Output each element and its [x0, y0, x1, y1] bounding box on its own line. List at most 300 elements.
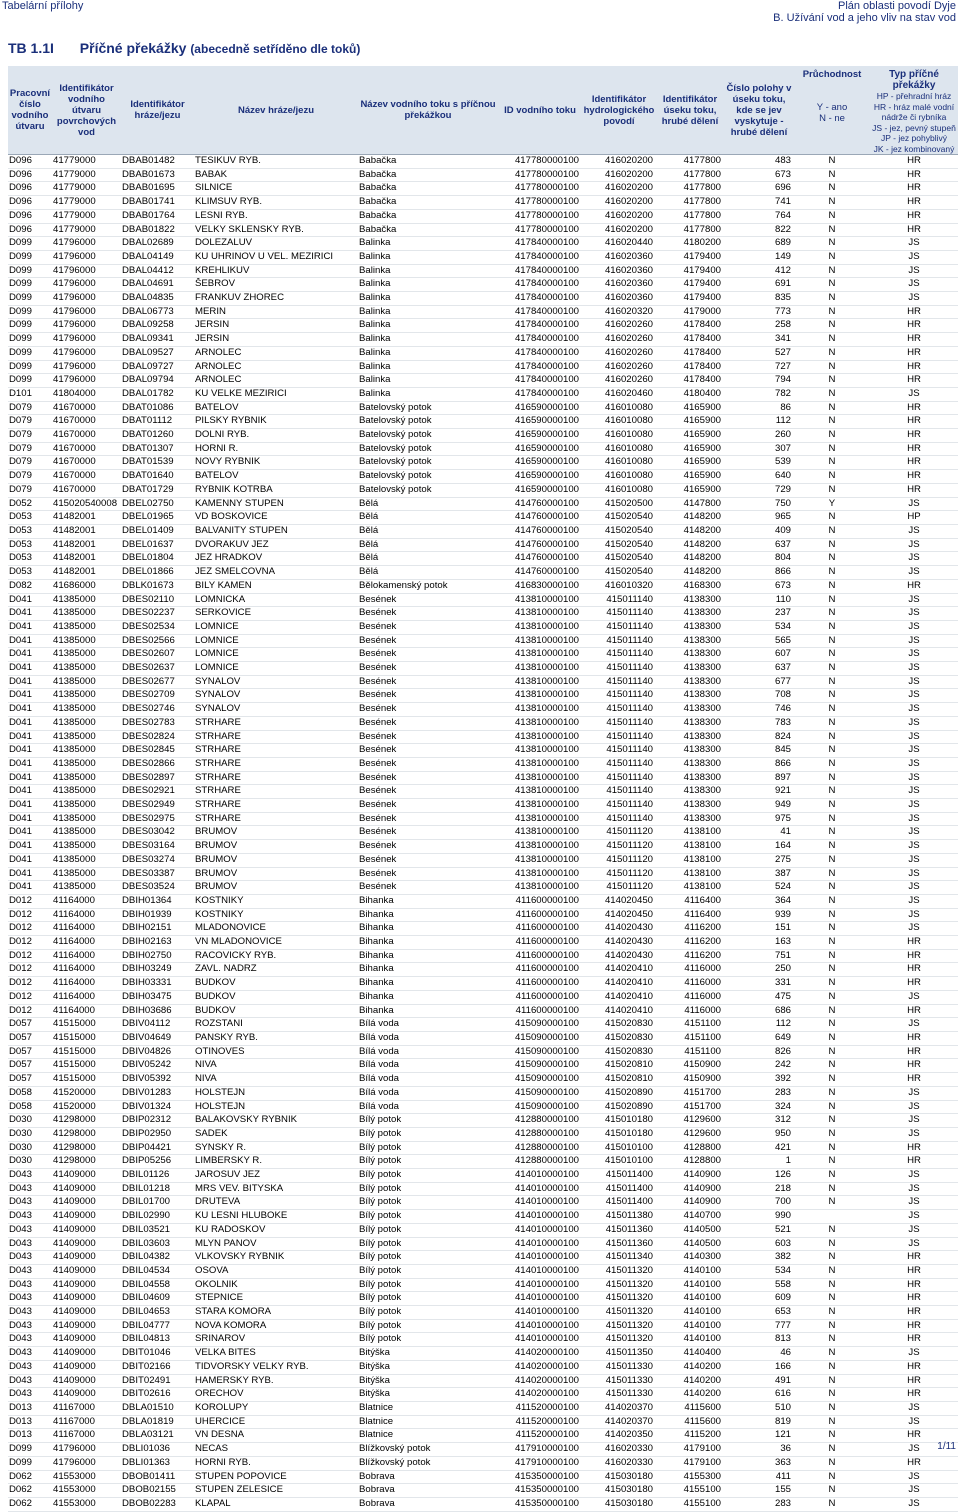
cell-nazev-hraze: VN DESNA — [194, 1429, 358, 1443]
cell-cislo-polohy: 250 — [724, 963, 794, 977]
cell-pracovni-cislo: D053 — [8, 552, 52, 566]
cell-id-toku: 416590000100 — [498, 429, 582, 443]
cell-id-useku: 4165900 — [656, 442, 724, 456]
cell-pracovni-cislo: D041 — [8, 840, 52, 854]
table-code: TB 1.1I — [8, 40, 54, 56]
cell-id-hraze: DBIH03686 — [121, 1004, 194, 1018]
typ-note-js: JS - jez, pevný stupeň — [872, 122, 956, 133]
cell-id-useku: 4128800 — [656, 1155, 724, 1169]
cell-id-toku: 417840000100 — [498, 374, 582, 388]
cell-id-vodniho-utvaru: 41796000 — [52, 319, 121, 333]
cell-id-hraze: DBAB01741 — [121, 196, 194, 210]
cell-pracovni-cislo: D099 — [8, 346, 52, 360]
cell-id-povodi: 416010080 — [582, 415, 656, 429]
cell-pracovni-cislo: D043 — [8, 1196, 52, 1210]
table-row — [8, 922, 958, 936]
cell-id-hraze: DBLA01819 — [121, 1415, 194, 1429]
cell-id-vodniho-utvaru: 41670000 — [52, 456, 121, 470]
cell-id-povodi: 415011330 — [582, 1388, 656, 1402]
cell-id-vodniho-utvaru: 41796000 — [52, 1443, 121, 1457]
cell-id-toku: 414010000100 — [498, 1169, 582, 1183]
table-row — [8, 799, 958, 813]
cell-pracovni-cislo: D030 — [8, 1155, 52, 1169]
cell-cislo-polohy: 822 — [724, 223, 794, 237]
cell-typ: HR — [870, 579, 958, 593]
cell-pruchodnost: N — [794, 1155, 870, 1169]
cell-id-useku: 4138300 — [656, 812, 724, 826]
cell-nazev-hraze: TIDVORSKY VELKY RYB. — [194, 1360, 358, 1374]
cell-id-povodi: 415020540 — [582, 538, 656, 552]
cell-id-vodniho-utvaru: 41409000 — [52, 1292, 121, 1306]
cell-typ: HR — [870, 223, 958, 237]
cell-id-povodi: 415011140 — [582, 620, 656, 634]
cell-nazev-hraze: BATELOV — [194, 470, 358, 484]
cell-id-toku: 414010000100 — [498, 1292, 582, 1306]
cell-pruchodnost: N — [794, 744, 870, 758]
cell-pracovni-cislo: D041 — [8, 634, 52, 648]
cell-pracovni-cislo: D099 — [8, 264, 52, 278]
cell-id-toku: 411600000100 — [498, 990, 582, 1004]
cell-typ: JS — [870, 757, 958, 771]
cell-id-useku: 4140500 — [656, 1223, 724, 1237]
table-row — [8, 1484, 958, 1498]
cell-nazev-toku: Besének — [358, 634, 498, 648]
cell-id-toku: 414010000100 — [498, 1333, 582, 1347]
cell-id-povodi: 416010320 — [582, 579, 656, 593]
cell-pracovni-cislo: D096 — [8, 209, 52, 223]
cell-nazev-toku: Balinka — [358, 333, 498, 347]
cell-id-vodniho-utvaru: 41796000 — [52, 250, 121, 264]
cell-pracovni-cislo: D012 — [8, 1004, 52, 1018]
cell-cislo-polohy: 1 — [724, 1155, 794, 1169]
cell-id-hraze: DBES02566 — [121, 634, 194, 648]
cell-id-hraze: DBIH03475 — [121, 990, 194, 1004]
cell-id-povodi: 414020430 — [582, 922, 656, 936]
cell-typ: HR — [870, 1155, 958, 1169]
cell-id-vodniho-utvaru: 41779000 — [52, 196, 121, 210]
cell-pruchodnost: N — [794, 771, 870, 785]
cell-id-toku: 417840000100 — [498, 305, 582, 319]
cell-id-vodniho-utvaru: 41796000 — [52, 360, 121, 374]
cell-id-useku: 4179400 — [656, 292, 724, 306]
col-header-cislo-polohy: Číslo polohy v úseku toku, kde se jev vyskytuje - hrubé dělení — [724, 66, 794, 155]
cell-typ: JS — [870, 607, 958, 621]
cell-pruchodnost: N — [794, 264, 870, 278]
cell-id-useku: 4140100 — [656, 1278, 724, 1292]
cell-id-useku: 4165900 — [656, 415, 724, 429]
cell-id-toku: 416590000100 — [498, 470, 582, 484]
cell-pracovni-cislo: D013 — [8, 1429, 52, 1443]
cell-pracovni-cislo: D096 — [8, 196, 52, 210]
table-row — [8, 1429, 958, 1443]
cell-cislo-polohy: 475 — [724, 990, 794, 1004]
cell-id-vodniho-utvaru: 41385000 — [52, 826, 121, 840]
cell-id-hraze: DBAB01764 — [121, 209, 194, 223]
cell-id-povodi: 415011140 — [582, 799, 656, 813]
cell-nazev-toku: Balinka — [358, 250, 498, 264]
cell-nazev-hraze: HOLSTEJN — [194, 1086, 358, 1100]
cell-id-hraze: DBES02746 — [121, 703, 194, 717]
cell-id-povodi: 416020360 — [582, 264, 656, 278]
table-header-row — [8, 66, 958, 155]
cell-id-vodniho-utvaru: 41779000 — [52, 168, 121, 182]
table-row — [8, 1237, 958, 1251]
cell-cislo-polohy: 491 — [724, 1374, 794, 1388]
cell-nazev-toku: Besének — [358, 826, 498, 840]
cell-cislo-polohy: 965 — [724, 511, 794, 525]
cell-id-hraze: DBAB01673 — [121, 168, 194, 182]
cell-id-vodniho-utvaru: 41796000 — [52, 264, 121, 278]
cell-typ: HR — [870, 936, 958, 950]
cell-pruchodnost: N — [794, 1100, 870, 1114]
typ-note-hp: HP - přehradní hráz — [876, 91, 952, 101]
cell-cislo-polohy: 975 — [724, 812, 794, 826]
cell-nazev-toku: Blatnice — [358, 1401, 498, 1415]
table-row — [8, 689, 958, 703]
cell-nazev-toku: Besének — [358, 730, 498, 744]
cell-typ: JS — [870, 1086, 958, 1100]
cell-id-hraze: DBAT01640 — [121, 470, 194, 484]
cell-id-vodniho-utvaru: 41164000 — [52, 977, 121, 991]
cell-id-toku: 414760000100 — [498, 511, 582, 525]
cell-typ: JS — [870, 593, 958, 607]
cell-id-toku: 414760000100 — [498, 497, 582, 511]
cell-id-vodniho-utvaru: 41796000 — [52, 1456, 121, 1470]
cell-typ: JS — [870, 799, 958, 813]
cell-typ: HR — [870, 963, 958, 977]
cell-pruchodnost: N — [794, 1264, 870, 1278]
cell-id-vodniho-utvaru: 41298000 — [52, 1141, 121, 1155]
cell-id-povodi: 415011400 — [582, 1169, 656, 1183]
table-row — [8, 977, 958, 991]
table-row — [8, 470, 958, 484]
cell-nazev-toku: Bihanka — [358, 949, 498, 963]
cell-pracovni-cislo: D043 — [8, 1292, 52, 1306]
cell-id-toku: 411600000100 — [498, 894, 582, 908]
cell-nazev-hraze: STRHARE — [194, 757, 358, 771]
cell-id-vodniho-utvaru: 41385000 — [52, 853, 121, 867]
cell-id-vodniho-utvaru: 41796000 — [52, 237, 121, 251]
cell-nazev-toku: Blatnice — [358, 1415, 498, 1429]
cell-id-hraze: DBIV05242 — [121, 1059, 194, 1073]
cell-id-povodi: 415011400 — [582, 1196, 656, 1210]
table-row — [8, 387, 958, 401]
cell-nazev-toku: Bihanka — [358, 963, 498, 977]
header-document-title — [773, 0, 956, 24]
cell-pracovni-cislo: D041 — [8, 853, 52, 867]
cell-id-hraze: DBIL04653 — [121, 1306, 194, 1320]
cell-id-hraze: DBIV04649 — [121, 1032, 194, 1046]
cell-cislo-polohy: 364 — [724, 894, 794, 908]
table-row — [8, 771, 958, 785]
cell-nazev-toku: Bílý potok — [358, 1196, 498, 1210]
cell-pracovni-cislo: D012 — [8, 922, 52, 936]
cell-nazev-hraze: LIMBERSKY R. — [194, 1155, 358, 1169]
cell-pracovni-cislo: D099 — [8, 319, 52, 333]
cell-id-hraze: DBLK01673 — [121, 579, 194, 593]
cell-pracovni-cislo: D041 — [8, 744, 52, 758]
cell-id-hraze: DBIL01218 — [121, 1182, 194, 1196]
cell-nazev-toku: Bihanka — [358, 977, 498, 991]
cell-typ: JS — [870, 538, 958, 552]
cell-nazev-toku: Batelovský potok — [358, 429, 498, 443]
cell-pruchodnost: N — [794, 346, 870, 360]
cell-nazev-hraze: SILNICE — [194, 182, 358, 196]
cell-cislo-polohy: 637 — [724, 662, 794, 676]
cell-id-hraze: DBIV05392 — [121, 1073, 194, 1087]
cell-id-povodi: 416020260 — [582, 374, 656, 388]
cell-pracovni-cislo: D099 — [8, 305, 52, 319]
cell-nazev-toku: Balinka — [358, 374, 498, 388]
cell-pracovni-cislo: D079 — [8, 429, 52, 443]
cell-nazev-hraze: KOROLUPY — [194, 1401, 358, 1415]
table-row — [8, 1374, 958, 1388]
table-row — [8, 840, 958, 854]
cell-nazev-hraze: HOLSTEJN — [194, 1100, 358, 1114]
cell-cislo-polohy: 826 — [724, 1045, 794, 1059]
cell-typ: HR — [870, 1251, 958, 1265]
cell-id-toku: 417840000100 — [498, 250, 582, 264]
cell-id-useku: 4148200 — [656, 552, 724, 566]
table-row — [8, 675, 958, 689]
cell-typ: JS — [870, 662, 958, 676]
cell-id-hraze: DBEL01866 — [121, 566, 194, 580]
cell-nazev-hraze: DOLNI RYB. — [194, 429, 358, 443]
cell-pruchodnost: N — [794, 1388, 870, 1402]
cell-id-hraze: DBIH02163 — [121, 936, 194, 950]
cell-pruchodnost: N — [794, 607, 870, 621]
cell-id-useku: 4138100 — [656, 826, 724, 840]
cell-pruchodnost: N — [794, 1223, 870, 1237]
cell-nazev-hraze: BUDKOV — [194, 1004, 358, 1018]
cell-nazev-hraze: BUDKOV — [194, 977, 358, 991]
cell-id-hraze: DBAB01822 — [121, 223, 194, 237]
cell-nazev-hraze: STRHARE — [194, 771, 358, 785]
cell-pracovni-cislo: D013 — [8, 1401, 52, 1415]
cell-typ: HR — [870, 319, 958, 333]
cell-id-hraze: DBEL01804 — [121, 552, 194, 566]
cell-pruchodnost: N — [794, 401, 870, 415]
cell-nazev-hraze: STEPNICE — [194, 1292, 358, 1306]
cell-pruchodnost: N — [794, 867, 870, 881]
cell-cislo-polohy: 708 — [724, 689, 794, 703]
cell-id-toku: 411600000100 — [498, 922, 582, 936]
cell-cislo-polohy: 412 — [724, 264, 794, 278]
cell-id-useku: 4165900 — [656, 401, 724, 415]
cell-id-useku: 4138300 — [656, 648, 724, 662]
cell-id-vodniho-utvaru: 41515000 — [52, 1032, 121, 1046]
cell-nazev-hraze: HAMERSKY RYB. — [194, 1374, 358, 1388]
cell-cislo-polohy: 782 — [724, 387, 794, 401]
cell-id-hraze: DBES03042 — [121, 826, 194, 840]
cell-typ: JS — [870, 648, 958, 662]
cell-id-useku: 4151100 — [656, 1045, 724, 1059]
cell-pruchodnost: N — [794, 757, 870, 771]
cell-id-toku: 414760000100 — [498, 552, 582, 566]
cell-id-hraze: DBAB01695 — [121, 182, 194, 196]
cell-nazev-toku: Bílý potok — [358, 1319, 498, 1333]
cell-id-toku: 415090000100 — [498, 1045, 582, 1059]
cell-nazev-toku: Bihanka — [358, 922, 498, 936]
cell-id-toku: 415090000100 — [498, 1100, 582, 1114]
table-row — [8, 196, 958, 210]
cell-id-hraze: DBIL03603 — [121, 1237, 194, 1251]
cell-cislo-polohy: 392 — [724, 1073, 794, 1087]
cell-cislo-polohy: 218 — [724, 1182, 794, 1196]
cell-pracovni-cislo: D041 — [8, 799, 52, 813]
table-row — [8, 744, 958, 758]
cell-id-povodi: 415011140 — [582, 703, 656, 717]
cell-nazev-toku: Besének — [358, 689, 498, 703]
table-row — [8, 497, 958, 511]
cell-nazev-toku: Besének — [358, 648, 498, 662]
cell-id-vodniho-utvaru: 41796000 — [52, 346, 121, 360]
cell-pruchodnost: N — [794, 922, 870, 936]
cell-cislo-polohy: 727 — [724, 360, 794, 374]
cell-cislo-polohy: 112 — [724, 1018, 794, 1032]
cell-id-vodniho-utvaru: 41385000 — [52, 812, 121, 826]
cell-id-toku: 413810000100 — [498, 799, 582, 813]
cell-id-povodi: 415011140 — [582, 785, 656, 799]
cell-typ: HR — [870, 1388, 958, 1402]
cell-nazev-toku: Bílý potok — [358, 1306, 498, 1320]
cell-pracovni-cislo: D079 — [8, 415, 52, 429]
cell-nazev-toku: Bílý potok — [358, 1264, 498, 1278]
cell-id-hraze: DBAL09727 — [121, 360, 194, 374]
cell-id-hraze: DBIV04112 — [121, 1018, 194, 1032]
cell-id-vodniho-utvaru: 41385000 — [52, 785, 121, 799]
cell-nazev-hraze: LESNI RYB. — [194, 209, 358, 223]
cell-id-povodi: 415011120 — [582, 867, 656, 881]
cell-id-povodi: 414020430 — [582, 936, 656, 950]
cell-id-toku: 415090000100 — [498, 1032, 582, 1046]
cell-nazev-toku: Babačka — [358, 168, 498, 182]
cell-nazev-toku: Balinka — [358, 278, 498, 292]
table-row — [8, 456, 958, 470]
cell-id-hraze: DBAL09341 — [121, 333, 194, 347]
cell-id-useku: 4148200 — [656, 566, 724, 580]
cell-nazev-hraze: RACOVICKY RYB. — [194, 949, 358, 963]
cell-id-hraze: DBIL04534 — [121, 1264, 194, 1278]
cell-nazev-hraze: LOMNICE — [194, 620, 358, 634]
cell-nazev-hraze: LOMNICE — [194, 648, 358, 662]
cell-id-povodi: 415020810 — [582, 1059, 656, 1073]
cell-typ: JS — [870, 292, 958, 306]
cell-nazev-hraze: SYNSKY R. — [194, 1141, 358, 1155]
cell-id-vodniho-utvaru: 41409000 — [52, 1196, 121, 1210]
cell-id-useku: 4116000 — [656, 963, 724, 977]
cell-pruchodnost: N — [794, 840, 870, 854]
cell-typ: JS — [870, 566, 958, 580]
cell-id-vodniho-utvaru: 41385000 — [52, 648, 121, 662]
cell-cislo-polohy: 686 — [724, 1004, 794, 1018]
cell-pruchodnost: N — [794, 730, 870, 744]
cell-pruchodnost: N — [794, 949, 870, 963]
cell-typ: HR — [870, 977, 958, 991]
cell-pruchodnost: N — [794, 648, 870, 662]
cell-id-hraze: DBAB01482 — [121, 155, 194, 169]
cell-cislo-polohy: 149 — [724, 250, 794, 264]
cell-typ: JS — [870, 1415, 958, 1429]
cell-nazev-hraze: KLIMSUV RYB. — [194, 196, 358, 210]
cell-pruchodnost: N — [794, 1196, 870, 1210]
table-row — [8, 1210, 958, 1224]
cell-pracovni-cislo: D062 — [8, 1470, 52, 1484]
table-row — [8, 716, 958, 730]
cell-id-toku: 416590000100 — [498, 415, 582, 429]
cell-nazev-hraze: VELKY SKLENSKY RYB. — [194, 223, 358, 237]
cell-id-vodniho-utvaru: 41515000 — [52, 1045, 121, 1059]
cell-nazev-hraze: SYNALOV — [194, 703, 358, 717]
cell-cislo-polohy: 845 — [724, 744, 794, 758]
col-header-id-hraze: Identifikátor hráze/jezu — [121, 66, 194, 155]
cell-pruchodnost: N — [794, 209, 870, 223]
typ-label: Typ příčné překážky — [889, 69, 939, 91]
cell-id-vodniho-utvaru: 41385000 — [52, 840, 121, 854]
cell-id-toku: 417840000100 — [498, 292, 582, 306]
cell-id-hraze: DBAT01539 — [121, 456, 194, 470]
cell-id-toku: 412880000100 — [498, 1127, 582, 1141]
cell-typ: HR — [870, 483, 958, 497]
cell-id-povodi: 415011140 — [582, 730, 656, 744]
cell-id-vodniho-utvaru: 41779000 — [52, 209, 121, 223]
cell-pracovni-cislo: D012 — [8, 908, 52, 922]
cell-id-vodniho-utvaru: 41385000 — [52, 703, 121, 717]
cell-typ: HR — [870, 1456, 958, 1470]
table-row — [8, 1470, 958, 1484]
cell-nazev-hraze: BUDKOV — [194, 990, 358, 1004]
cell-id-useku: 4140100 — [656, 1292, 724, 1306]
cell-nazev-toku: Babačka — [358, 155, 498, 169]
cell-id-hraze: DBAL09258 — [121, 319, 194, 333]
cell-id-toku: 411600000100 — [498, 908, 582, 922]
cell-pracovni-cislo: D096 — [8, 223, 52, 237]
cell-id-toku: 415090000100 — [498, 1073, 582, 1087]
cell-typ: JS — [870, 785, 958, 799]
cell-typ: HR — [870, 1374, 958, 1388]
cell-id-povodi: 416010080 — [582, 429, 656, 443]
cell-id-useku: 4165900 — [656, 429, 724, 443]
cell-id-hraze: DBES02534 — [121, 620, 194, 634]
cell-pracovni-cislo: D043 — [8, 1388, 52, 1402]
cell-pruchodnost: N — [794, 1004, 870, 1018]
cell-id-povodi: 416020460 — [582, 387, 656, 401]
table-subtitle: (abecedně setříděno dle toků) — [190, 42, 361, 56]
cell-pracovni-cislo: D041 — [8, 826, 52, 840]
cell-id-hraze: DBES02845 — [121, 744, 194, 758]
cell-pruchodnost: N — [794, 168, 870, 182]
cell-id-toku: 414010000100 — [498, 1196, 582, 1210]
cell-id-useku: 4138100 — [656, 867, 724, 881]
cell-nazev-hraze: PANSKY RYB. — [194, 1032, 358, 1046]
cell-id-vodniho-utvaru: 41298000 — [52, 1155, 121, 1169]
cell-pruchodnost: N — [794, 1032, 870, 1046]
cell-id-povodi: 415030180 — [582, 1470, 656, 1484]
cell-pruchodnost: N — [794, 415, 870, 429]
cell-id-povodi: 415020540 — [582, 566, 656, 580]
cell-id-useku: 4151100 — [656, 1018, 724, 1032]
cell-typ: JS — [870, 867, 958, 881]
cell-nazev-hraze: MRS VEV. BITYSKA — [194, 1182, 358, 1196]
cell-pracovni-cislo: D041 — [8, 675, 52, 689]
cell-nazev-toku: Balinka — [358, 346, 498, 360]
cell-id-povodi: 415011140 — [582, 689, 656, 703]
cell-id-toku: 417840000100 — [498, 319, 582, 333]
cell-nazev-toku: Bílý potok — [358, 1182, 498, 1196]
cell-id-toku: 411600000100 — [498, 936, 582, 950]
cell-pruchodnost: N — [794, 812, 870, 826]
cell-id-toku: 416590000100 — [498, 442, 582, 456]
